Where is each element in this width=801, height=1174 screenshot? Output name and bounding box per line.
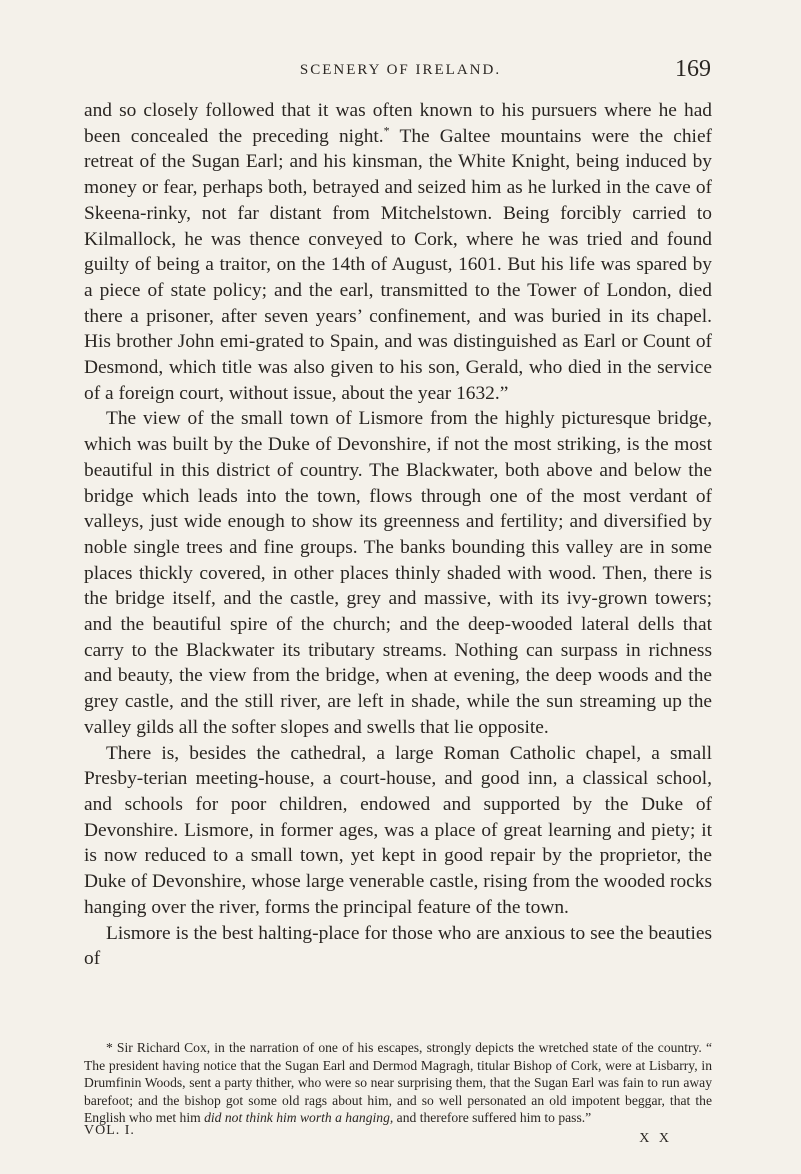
body-text	[84, 98, 712, 972]
footnote	[84, 1039, 712, 1127]
footnote-marker: *	[106, 1040, 113, 1055]
page-header	[0, 56, 801, 86]
paragraph-1-start: and so closely followed that it was often known to his pursuers where he had been concealed the preceding night.	[84, 100, 712, 147]
volume-label: VOL. I.	[84, 1123, 135, 1138]
paragraph-1	[84, 98, 712, 406]
running-head: SCENERY OF IRELAND.	[299, 62, 502, 78]
paragraph-1-rest: The Galtee mountains were the chief retreat of the Sugan Earl; and his kinsman, the White Knight, being induced by money or fear, perhaps both, betrayed and seized him as he lurked in the cave of Skeena-rinky, not far distant from Mitchelstown. Being forcibly carried to Kilmallock, he was thence conveyed to Cork, where he was tried and found guilty of being a traitor, on the 14th of August, 1601. But his life was spared by a piece of state policy; and the earl, transmitted to the Tower of London, died there a prisoner, after seven years’ confinement, and was buried in its chapel. His brother John emi-grated to Spain, and was distinguished as Earl or Count of Desmond, which title was also given to his son, Gerald, who died in the service of a foreign court, without issue, about the year 1632.”	[84, 125, 713, 404]
footnote-reference: *	[383, 123, 390, 138]
footnote-text-end: and therefore suffered him to pass.”	[393, 1110, 592, 1126]
page-number: 169	[675, 56, 711, 82]
signature-mark: X X	[639, 1131, 672, 1146]
footnote-paragraph	[84, 1039, 712, 1127]
paragraph-4: Lismore is the best halting-place for those who are anxious to see the beauties of	[84, 922, 712, 970]
footnote-text: Sir Richard Cox, in the narration of one of his escapes, strongly depicts the wretched state of the country. “ The president having notice that the Sugan Earl and Dermod Magragh, titular Bishop of Cork, were at Lisbarry, in Drumfinin Woods, sent a party thither, who were so near surprising them, that the Sugan Earl was fain to run away barefoot; and the bishop got some old rags about him, and so well personated an old impotent beggar, that the English who met him	[84, 1040, 712, 1126]
footnote-italic-quote: did not think him worth a hanging,	[204, 1110, 394, 1126]
paragraph-3: There is, besides the cathedral, a large Roman Catholic chapel, a small Presby-terian meeting-house, a court-house, and good inn, a classical school, and schools for poor children, endowed and supported by the Duke of Devonshire. Lismore, in former ages, was a place of great learning and piety; it is now reduced to a small town, yet kept in good repair by the proprietor, the Duke of Devonshire, whose large venerable castle, rising from the wooded rocks hanging over the river, forms the principal feature of the town.	[84, 742, 712, 918]
paragraph-2: The view of the small town of Lismore from the highly picturesque bridge, which was built by the Duke of Devonshire, if not the most striking, is the most beautiful in this district of country. The Blackwater, both above and below the bridge which leads into the town, flows through one of the most verdant of valleys, just wide enough to show its greenness and fertility; and diversified by noble single trees and fine groups. The banks bounding this valley are in some places thickly covered, in other places thinly shaded with wood. Then, there is the bridge itself, and the castle, grey and massive, with its ivy-grown towers; and the beautiful spire of the church; and the deep-wooded lateral dells that carry to the Blackwater its tributary streams. Nothing can surpass in richness and beauty, the view from the bridge, when at evening, the deep woods and the grey castle, and the still river, are left in shade, while the sun streaming up the valley gilds all the softer slopes and swells that lie opposite.	[84, 408, 712, 738]
page-footer	[84, 1123, 712, 1145]
